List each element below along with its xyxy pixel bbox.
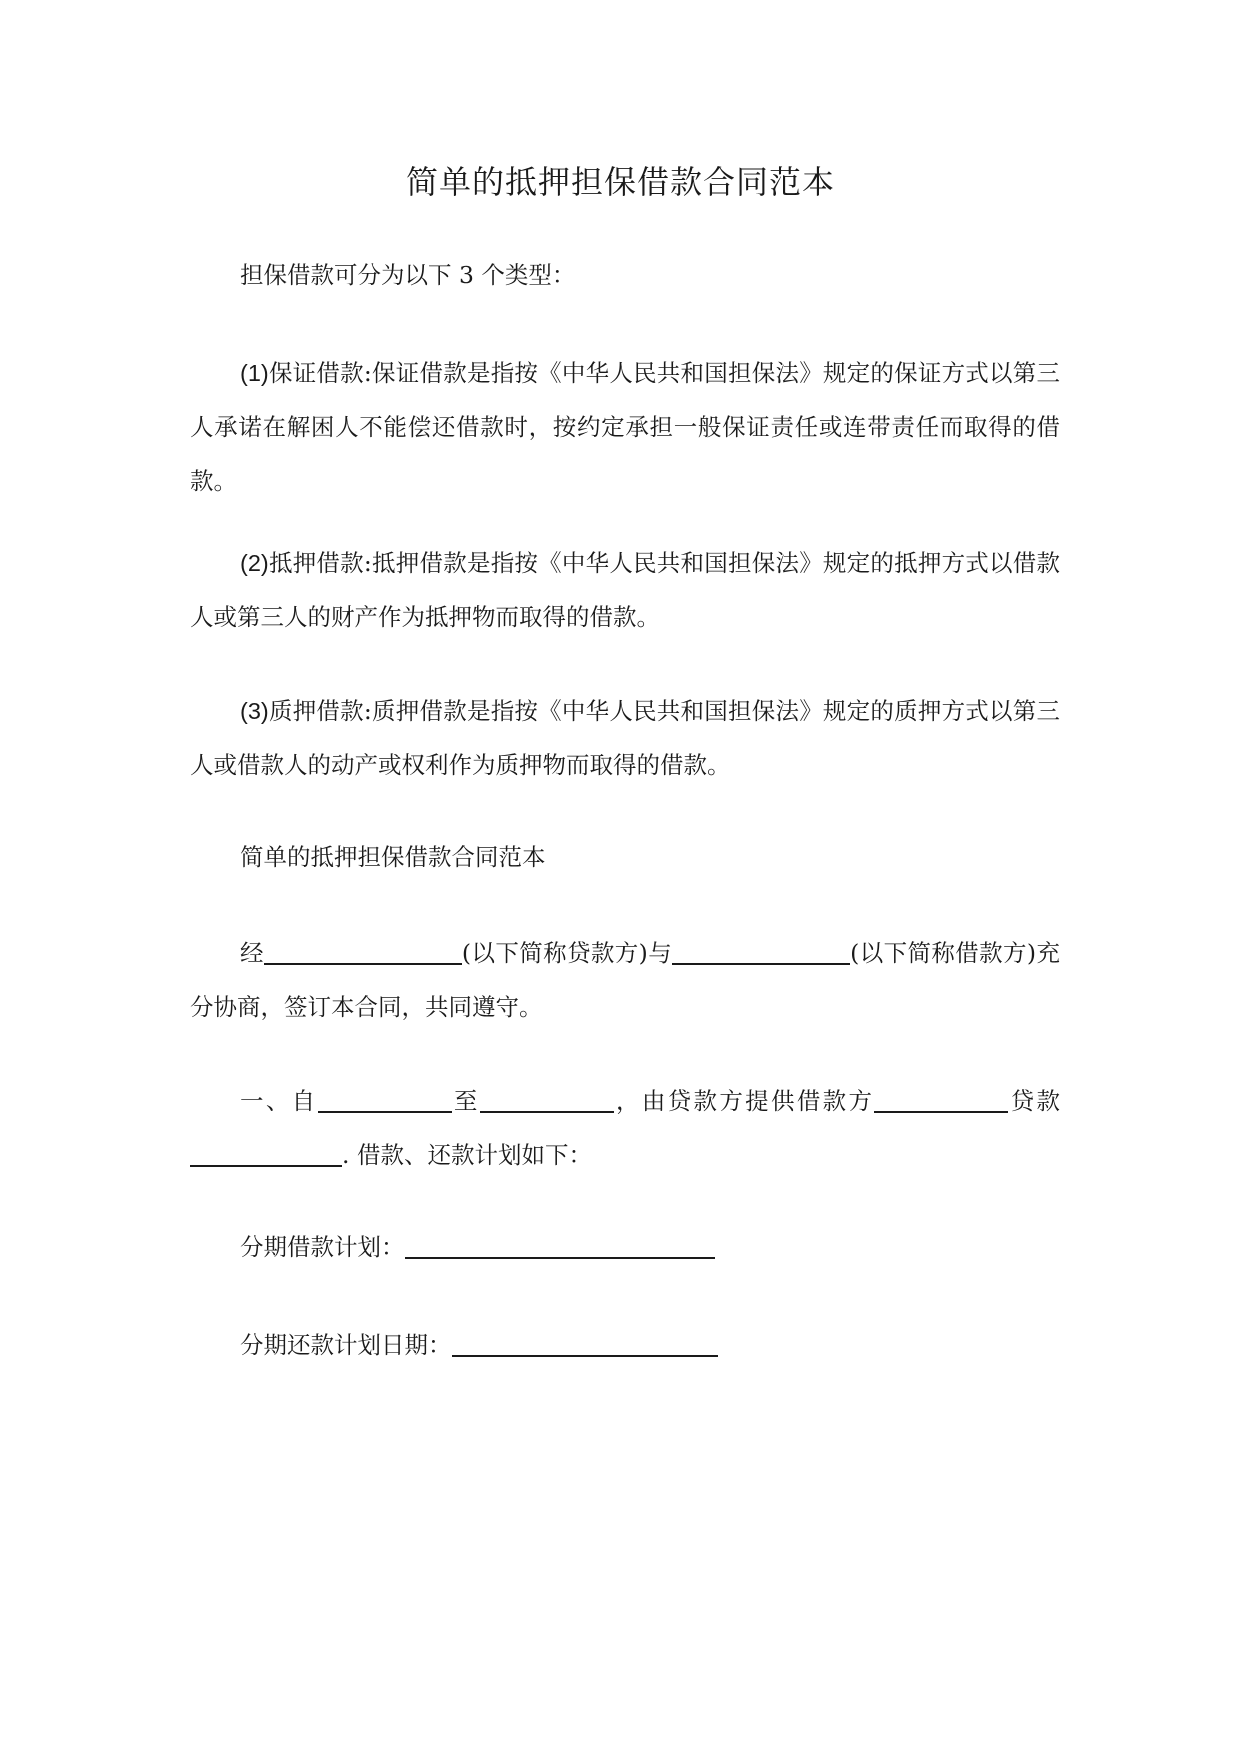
clause-1-paragraph (190, 1074, 1060, 1182)
type-2-number: (2) (240, 550, 269, 576)
lender-name-blank[interactable] (264, 937, 462, 965)
clause-1-part3: ，由贷款方提供借款方 (613, 1087, 875, 1115)
borrower-name-blank[interactable] (672, 937, 850, 965)
loan-plan-blank[interactable] (405, 1231, 715, 1259)
type-1-number: (1) (240, 360, 269, 386)
contract-subtitle: 简单的抵押担保借款合同范本 (240, 843, 546, 871)
repay-plan-label: 分期还款计划日期： (240, 1331, 452, 1359)
type-3-text: 质押借款:质押借款是指按《中华人民共和国担保法》规定的质押方式以第三人或借款人的动产或权利作为质押物而取得的借款。 (190, 697, 1060, 779)
type-2-text: 抵押借款:抵押借款是指按《中华人民共和国担保法》规定的抵押方式以借款人或第三人的财产作为抵押物而取得的借款。 (190, 549, 1060, 631)
end-date-blank[interactable] (480, 1085, 614, 1113)
repay-plan-blank[interactable] (452, 1329, 718, 1357)
repay-plan-line (190, 1318, 1060, 1372)
loan-amount-blank[interactable] (874, 1085, 1008, 1113)
type-1-text: 保证借款:保证借款是指按《中华人民共和国担保法》规定的保证方式以第三人承诺在解困人不能偿还借款时，按约定承担一般保证责任或连带责任而取得的借款。 (190, 359, 1060, 495)
loan-purpose-blank[interactable] (190, 1139, 342, 1167)
document-title: 简单的抵押担保借款合同范本 (405, 163, 835, 201)
borrower-suffix: (以下简称借款方)充分协商，签订本合同，共同遵守。 (190, 939, 1060, 1021)
lender-suffix: (以下简称贷款方)与 (461, 939, 673, 967)
clause-1-part1: 一、自 (240, 1087, 318, 1115)
loan-plan-label: 分期借款计划： (240, 1233, 405, 1261)
loan-plan-line (190, 1220, 1060, 1274)
parties-prefix: 经 (240, 939, 264, 967)
clause-1-part5: . 借款、还款计划如下： (342, 1141, 592, 1169)
type-2-paragraph (190, 536, 1060, 644)
type-3-number: (3) (240, 698, 269, 724)
start-date-blank[interactable] (318, 1085, 452, 1113)
type-1-paragraph (190, 346, 1060, 508)
intro-paragraph: 担保借款可分为以下 3 个类型： (240, 261, 576, 289)
type-3-paragraph (190, 684, 1060, 792)
clause-1-part2: 至 (451, 1087, 480, 1115)
clause-1-part4: 贷款 (1008, 1087, 1061, 1115)
parties-paragraph (190, 926, 1060, 1034)
